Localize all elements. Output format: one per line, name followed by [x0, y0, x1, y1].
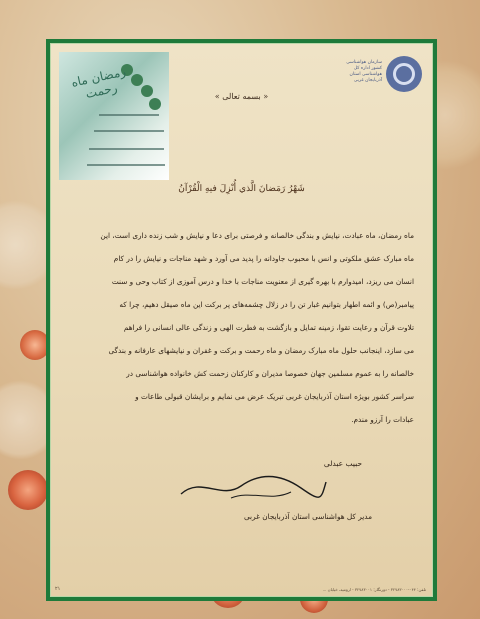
quran-verse: شَهْرُ رَمَضانَ الَّذي أُنْزِلَ فيهِ الْقُرْآنُ	[178, 184, 305, 194]
photo-text-line	[94, 130, 164, 132]
meteorology-emblem-icon	[386, 56, 422, 92]
photo-caption: رمضان ماه رحمت	[70, 64, 128, 102]
body-line: عبادات را آرزو مندم.	[351, 415, 414, 424]
body-line: سراسر کشور بویژه استان آذربایجان غربی تبریک عرض می نمایم و برایشان قبولی طاعات و	[135, 392, 414, 401]
body-line: ماه مبارک عشق ملکوتی و انس با محبوب جاودانه را پدید می آورد و شهد مناجات و نیایش را در کام	[113, 254, 414, 263]
letter-heading: « بسمه تعالی »	[214, 92, 269, 101]
ramadan-photo	[59, 52, 169, 180]
photo-text-line	[99, 114, 159, 116]
photo-text-line	[89, 148, 164, 150]
organization-logo	[344, 54, 422, 110]
signer-title: مدیر کل هواشناسی استان آذربایجان غربی	[243, 512, 372, 521]
body-line: پیامبر(ص) و ائمه اطهار بتوانیم غبار تن را در زلال چشمه‌های پر برکت این ماه صیقل دهیم، چرا که	[119, 300, 414, 309]
signer-name: حبیب عبدلی	[323, 459, 362, 468]
body-line: تلاوت قرآن و رعایت تقوا، زمینه تمایل و بازگشت به فطرت الهی و زندگی عالی انسانی را فراهم	[123, 323, 414, 332]
handwritten-signature	[171, 470, 331, 506]
body-line: ماه رمضان، ماه عبادت، نیایش و بندگی خالصانه و فرصتی برای دعا و نیایش و شب زنده داری است، این	[100, 231, 414, 240]
footer-contact: تلفن: ۰۴۴-۳۲۷۸۳۰۰۰ - دورنگار: ۳۲۷۸۳۰۰۱ - ارومیه، خیابان ...	[322, 587, 426, 592]
letter-paper	[50, 43, 433, 597]
letter-frame	[46, 39, 437, 601]
body-line: انسان می ریزد، امیدوارم با بهره گیری از معنویت مناجات با خدا و درس آموزی از کتاب وحی و سنت	[111, 277, 414, 286]
flower-decoration	[8, 470, 48, 510]
body-line: خالصانه را به عموم مسلمین جهان خصوصا مدیران و کارکنان زحمت کش خانواده هواشناسی در	[126, 369, 414, 378]
body-line: می سازد، اینجانب حلول ماه مبارک رمضان و ماه رحمت و برکت و غفران و نیایشهای عارفانه و بندگی	[108, 346, 414, 355]
page-number: ۲۱	[55, 586, 61, 592]
photo-text-line	[87, 164, 165, 166]
letter-body	[69, 224, 414, 431]
logo-text: سازمان هواشناسی کشور اداره کل هواشناسی استان آذربایجان غربی	[346, 60, 382, 83]
